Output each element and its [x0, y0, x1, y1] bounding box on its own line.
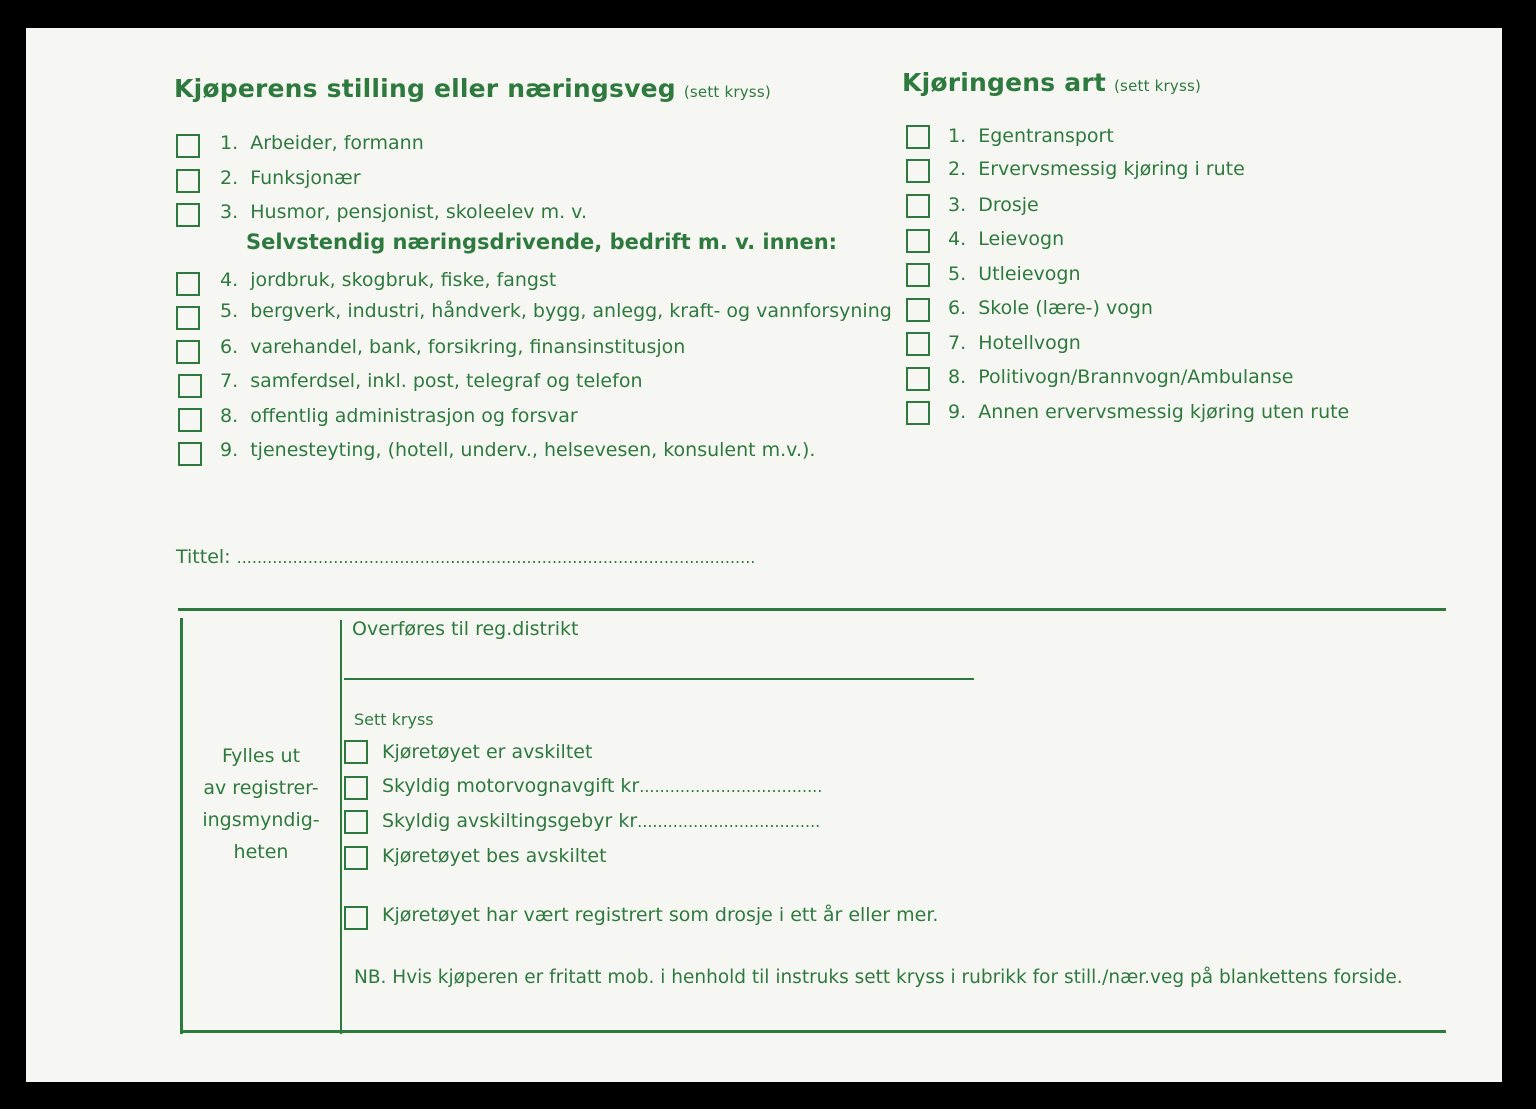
buyer-occupation-heading: [174, 74, 771, 103]
item-label: bergverk, industri, håndverk, bygg, anlegg, kraft- og vannforsyning: [250, 300, 892, 322]
amount-dotted-line[interactable]: ....................................: [639, 777, 823, 796]
item-number: 3.: [220, 201, 239, 223]
driving-item-8: [948, 366, 1293, 388]
driving-item-6: [948, 297, 1153, 319]
item-label: Drosje: [978, 194, 1039, 216]
check-drosje: Kjøretøyet har vært registrert som drosje i ett år eller mer.: [382, 904, 939, 926]
checkbox-occupation-4[interactable]: [176, 272, 200, 296]
buyer-occupation-title: Kjøperens stilling eller næringsveg: [174, 74, 676, 103]
check-avskiltingsgebyr: [382, 810, 820, 832]
item-label: Arbeider, formann: [250, 132, 424, 154]
item-number: 6.: [220, 336, 239, 358]
item-number: 9.: [948, 401, 967, 423]
item-label: Ervervsmessig kjøring i rute: [978, 158, 1245, 180]
item-label: Funksjonær: [250, 167, 361, 189]
item-number: 1.: [220, 132, 239, 154]
driving-type-title: Kjøringens art: [902, 68, 1106, 97]
checkbox-occupation-5[interactable]: [176, 306, 200, 330]
check-label: Kjøretøyet bes avskiltet: [382, 845, 607, 867]
occupation-item-6: [220, 336, 685, 358]
checkbox-occupation-8[interactable]: [178, 408, 202, 432]
checkbox-avskiltet[interactable]: [344, 740, 368, 764]
checkbox-bes-avskiltet[interactable]: [344, 846, 368, 870]
side-label-line: Fylles ut: [221, 745, 301, 767]
buyer-occupation-hint: (sett kryss): [683, 83, 771, 101]
driving-item-9: [948, 401, 1349, 423]
driving-type-hint: (sett kryss): [1114, 77, 1202, 95]
item-number: 1.: [948, 125, 967, 147]
item-number: 7.: [220, 370, 239, 392]
item-label: Hotellvogn: [978, 332, 1081, 354]
item-label: samferdsel, inkl. post, telegraf og telefon: [250, 370, 643, 392]
item-number: 4.: [220, 269, 239, 291]
checkbox-motorvognavgift[interactable]: [344, 776, 368, 800]
item-label: Egentransport: [978, 125, 1114, 147]
occupation-item-4: [220, 269, 556, 291]
checkbox-driving-8[interactable]: [906, 367, 930, 391]
item-label: Annen ervervsmessig kjøring uten rute: [978, 401, 1350, 423]
amount-dotted-line[interactable]: ....................................: [637, 812, 821, 831]
item-label: jordbruk, skogbruk, fiske, fangst: [250, 269, 557, 291]
checkbox-occupation-2[interactable]: [176, 169, 200, 193]
driving-item-3: [948, 194, 1039, 216]
item-number: 2.: [220, 167, 239, 189]
box-top-border: [178, 608, 1446, 611]
check-label: Kjøretøyet er avskiltet: [382, 741, 593, 763]
occupation-item-5: [220, 300, 892, 322]
item-number: 3.: [948, 194, 967, 216]
checkbox-driving-2[interactable]: [906, 159, 930, 183]
checkbox-occupation-9[interactable]: [178, 442, 202, 466]
driving-item-4: [948, 228, 1064, 250]
item-number: 5.: [948, 263, 967, 285]
item-label: offentlig administrasjon og forsvar: [250, 405, 578, 427]
item-label: varehandel, bank, forsikring, finansinstitusjon: [250, 336, 686, 358]
check-label: Skyldig avskiltingsgebyr kr: [382, 810, 638, 832]
item-label: Politivogn/Brannvogn/Ambulanse: [978, 366, 1294, 388]
side-label-line: av registrer-: [203, 777, 319, 799]
box-divider: [340, 620, 342, 1034]
item-number: 2.: [948, 158, 967, 180]
occupation-item-8: [220, 405, 578, 427]
item-number: 8.: [220, 405, 239, 427]
side-label-line: ingsmyndig-: [202, 809, 320, 831]
item-label: Utleievogn: [978, 263, 1081, 285]
transfer-underline: [344, 678, 974, 680]
item-number: 5.: [220, 300, 239, 322]
nb-note: NB. Hvis kjøperen er fritatt mob. i henhold til instruks sett kryss i rubrikk for still./nær.veg på blankettens forside.: [354, 967, 1403, 988]
sett-kryss-label: Sett kryss: [354, 710, 434, 729]
occupation-item-2: [220, 167, 361, 189]
registry-side-label: [186, 740, 336, 868]
driving-type-heading: [902, 68, 1201, 97]
checkbox-avskiltingsgebyr[interactable]: [344, 810, 368, 834]
checkbox-occupation-3[interactable]: [176, 203, 200, 227]
driving-item-5: [948, 263, 1081, 285]
checkbox-driving-5[interactable]: [906, 263, 930, 287]
check-label: Skyldig motorvognavgift kr: [382, 775, 640, 797]
self-employed-subheading: Selvstendig næringsdrivende, bedrift m. v. innen:: [246, 230, 838, 254]
checkbox-driving-6[interactable]: [906, 298, 930, 322]
tittel-label: Tittel:: [176, 546, 231, 568]
checkbox-driving-3[interactable]: [906, 194, 930, 218]
item-number: 4.: [948, 228, 967, 250]
driving-item-2: [948, 158, 1245, 180]
checkbox-occupation-7[interactable]: [178, 374, 202, 398]
item-label: Husmor, pensjonist, skoleelev m. v.: [250, 201, 587, 223]
checkbox-driving-9[interactable]: [906, 401, 930, 425]
checkbox-drosje[interactable]: [344, 906, 368, 930]
check-bes-avskiltet: [382, 845, 607, 867]
occupation-item-3: [220, 201, 587, 223]
checkbox-driving-1[interactable]: [906, 125, 930, 149]
item-number: 7.: [948, 332, 967, 354]
transfer-label: Overføres til reg.distrikt: [352, 618, 579, 640]
tittel-dotted-line[interactable]: ......................................................................................................: [236, 548, 756, 567]
item-label: tjenesteyting, (hotell, underv., helsevesen, konsulent m.v.).: [250, 439, 816, 461]
occupation-item-9: [220, 439, 815, 461]
tittel-field: [176, 546, 755, 568]
driving-item-7: [948, 332, 1081, 354]
box-left-border: [180, 618, 183, 1034]
checkbox-occupation-1[interactable]: [176, 134, 200, 158]
check-motorvognavgift: [382, 775, 822, 797]
check-avskiltet: [382, 741, 592, 763]
side-label-line: heten: [233, 841, 289, 863]
driving-item-1: [948, 125, 1114, 147]
checkbox-occupation-6[interactable]: [176, 340, 200, 364]
box-bottom-border: [180, 1030, 1446, 1033]
item-number: 8.: [948, 366, 967, 388]
item-number: 9.: [220, 439, 239, 461]
item-label: Leievogn: [978, 228, 1065, 250]
form-sheet: [26, 28, 1502, 1082]
item-label: Skole (lære-) vogn: [978, 297, 1153, 319]
occupation-item-1: [220, 132, 424, 154]
checkbox-driving-4[interactable]: [906, 229, 930, 253]
item-number: 6.: [948, 297, 967, 319]
checkbox-driving-7[interactable]: [906, 332, 930, 356]
occupation-item-7: [220, 370, 642, 392]
